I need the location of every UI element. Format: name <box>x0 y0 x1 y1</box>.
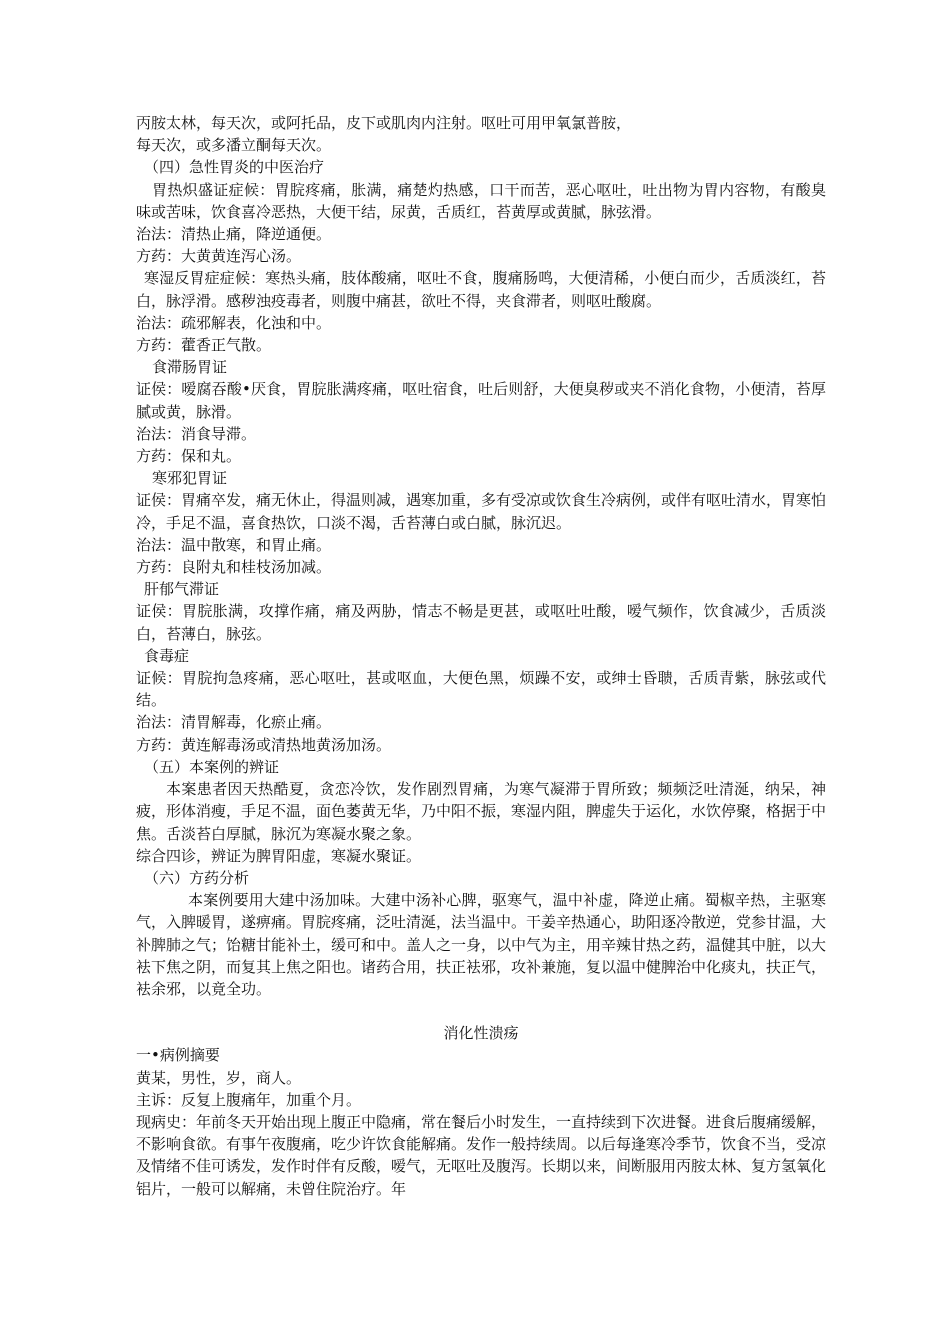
paragraph: 证侯：胃脘胀满，攻撑作痛，痛及两胁，情志不畅是更甚，或呕吐吐酸，嗳气频作，饮食减少，舌质淡白，苔薄白，脉弦。 <box>136 602 826 643</box>
text-line: 方药：黄连解毒汤或清热地黄汤加汤。 <box>136 735 392 754</box>
paragraph: 证侯：胃痛卒发，痛无休止，得温则减，遇寒加重，多有受凉或饮食生冷病例，或伴有呕吐清水，胃寒怕冷，手足不温，喜食热饮，口淡不渴，舌苔薄白或白腻，脉沉迟。 <box>136 491 827 532</box>
paragraph: 现病史：年前冬天开始出现上腹正中隐痛，常在餐后小时发生，一直持续到下次进餐。进食后腹痛缓解，不影响食欲。有事午夜腹痛，吃少许饮食能解痛。发作一般持续周。以后每逢寒冷季节，饮食不当，受凉及情绪不佳可诱发，发作时伴有反酸，嗳气，无呕吐及腹泻。长期以来，间断服用丙胺太林、复方氢氧化铝片，一般可以解痛，未曾住院治疗。年 <box>136 1112 827 1198</box>
paragraph: 本案例要用大建中汤加味。大建中汤补心脾，驱寒气，温中补虚，降逆止痛。蜀椒辛热，主驱寒气，入脾暖胃，遂痹痛。胃脘疼痛，泛吐清涎，法当温中。干姜辛热通心，助阳逐冷散逆，党参甘温，大补脾肺之气；饴糖甘能补土，缓可和中。盖人之一身，以中气为主，用辛辣甘热之药，温健其中脏，以大袪下焦之阴，而复其上焦之阳也。诸药合用，扶正袪邪，攻补兼施，复以温中健脾治中化痰丸，扶正气，袪余邪，以竟全功。 <box>136 891 827 998</box>
section-heading: （五）本案例的辨证 <box>144 757 280 776</box>
text-line: 治法：清胃解毒，化瘀止痛。 <box>136 713 332 732</box>
text-line: 治法：疏邪解表，化浊和中。 <box>136 313 332 332</box>
text-line: 方药：良附丸和桂枝汤加减。 <box>136 558 332 577</box>
text-line: 方药：大黄黄连泻心汤。 <box>136 247 302 266</box>
document-page <box>136 112 826 1200</box>
text-line: 方药：保和丸。 <box>136 447 242 466</box>
section-heading: （四）急性胃炎的中医治疗 <box>144 158 325 177</box>
paragraph: 证候：胃脘拘急疼痛，恶心呕吐，甚或呕血，大便色黑，烦躁不安，或绅士昏聩，舌质青紫，脉弦或代结。 <box>136 669 826 710</box>
text-line: 主诉：反复上腹痛年，加重个月。 <box>136 1090 362 1109</box>
paragraph: 寒湿反胃症症候：寒热头痛，肢体酸痛，呕吐不食，腹痛肠鸣，大便清稀，小便白而少，舌质淡红，苔白，脉浮滑。感秽浊疫毒者，则腹中痛甚，欲吐不得，夹食滞者，则呕吐酸腐。 <box>136 269 826 310</box>
text-line: 丙胺太林，每天次，或阿托品，皮下或肌肉内注射。呕吐可用甲氧氯普胺， <box>136 114 632 132</box>
paragraph: 证侯：嗳腐吞酸•厌食，胃脘胀满疼痛，呕吐宿食，吐后则舒，大便臭秽或夹不消化食物，小便清，苔厚腻或黄，脉滑。 <box>136 380 826 421</box>
subsection-heading: 肝郁气滞证 <box>144 580 220 599</box>
subsection-heading: 寒邪犯胃证 <box>152 469 228 488</box>
spacer <box>136 1000 826 1022</box>
text-line: 黄某，男性，岁，商人。 <box>136 1068 302 1087</box>
section-heading: 一•病例摘要 <box>136 1046 220 1065</box>
text-line: 每天次，或多潘立酮每天次。 <box>136 136 332 155</box>
chapter-title: 消化性溃疡 <box>443 1024 519 1043</box>
text-line: 治法：消食导滞。 <box>136 424 257 443</box>
text-line: 综合四诊，辨证为脾胃阳虚，寒凝水聚证。 <box>136 846 422 865</box>
paragraph: 胃热炽盛证症候：胃脘疼痛，胀满，痛楚灼热感，口干而苦，恶心呕吐，吐出物为胃内容物，有酸臭味或苦味，饮食喜冷恶热，大便干结，尿黄，舌质红，苔黄厚或黄腻，脉弦滑。 <box>136 180 826 221</box>
text-line: 方药：藿香正气散。 <box>136 336 272 355</box>
subsection-heading: 食滞肠胃证 <box>152 358 228 377</box>
text-line: 治法：温中散寒，和胃止痛。 <box>136 535 332 554</box>
subsection-heading: 食毒症 <box>144 646 190 665</box>
section-heading: （六）方药分析 <box>144 868 250 887</box>
paragraph: 本案患者因天热酷夏，贪恋冷饮，发作剧烈胃痛，为寒气凝滞于胃所致；频频泛吐清涎，纳呆，神疲，形体消瘦，手足不温，面色萎黄无华，乃中阳不振，寒湿内阻，脾虚失于运化，水饮停聚，格据于中焦。舌淡苔白厚腻，脉沉为寒凝水聚之象。 <box>136 780 827 843</box>
text-line: 治法：清热止痛，降逆通便。 <box>136 225 332 244</box>
